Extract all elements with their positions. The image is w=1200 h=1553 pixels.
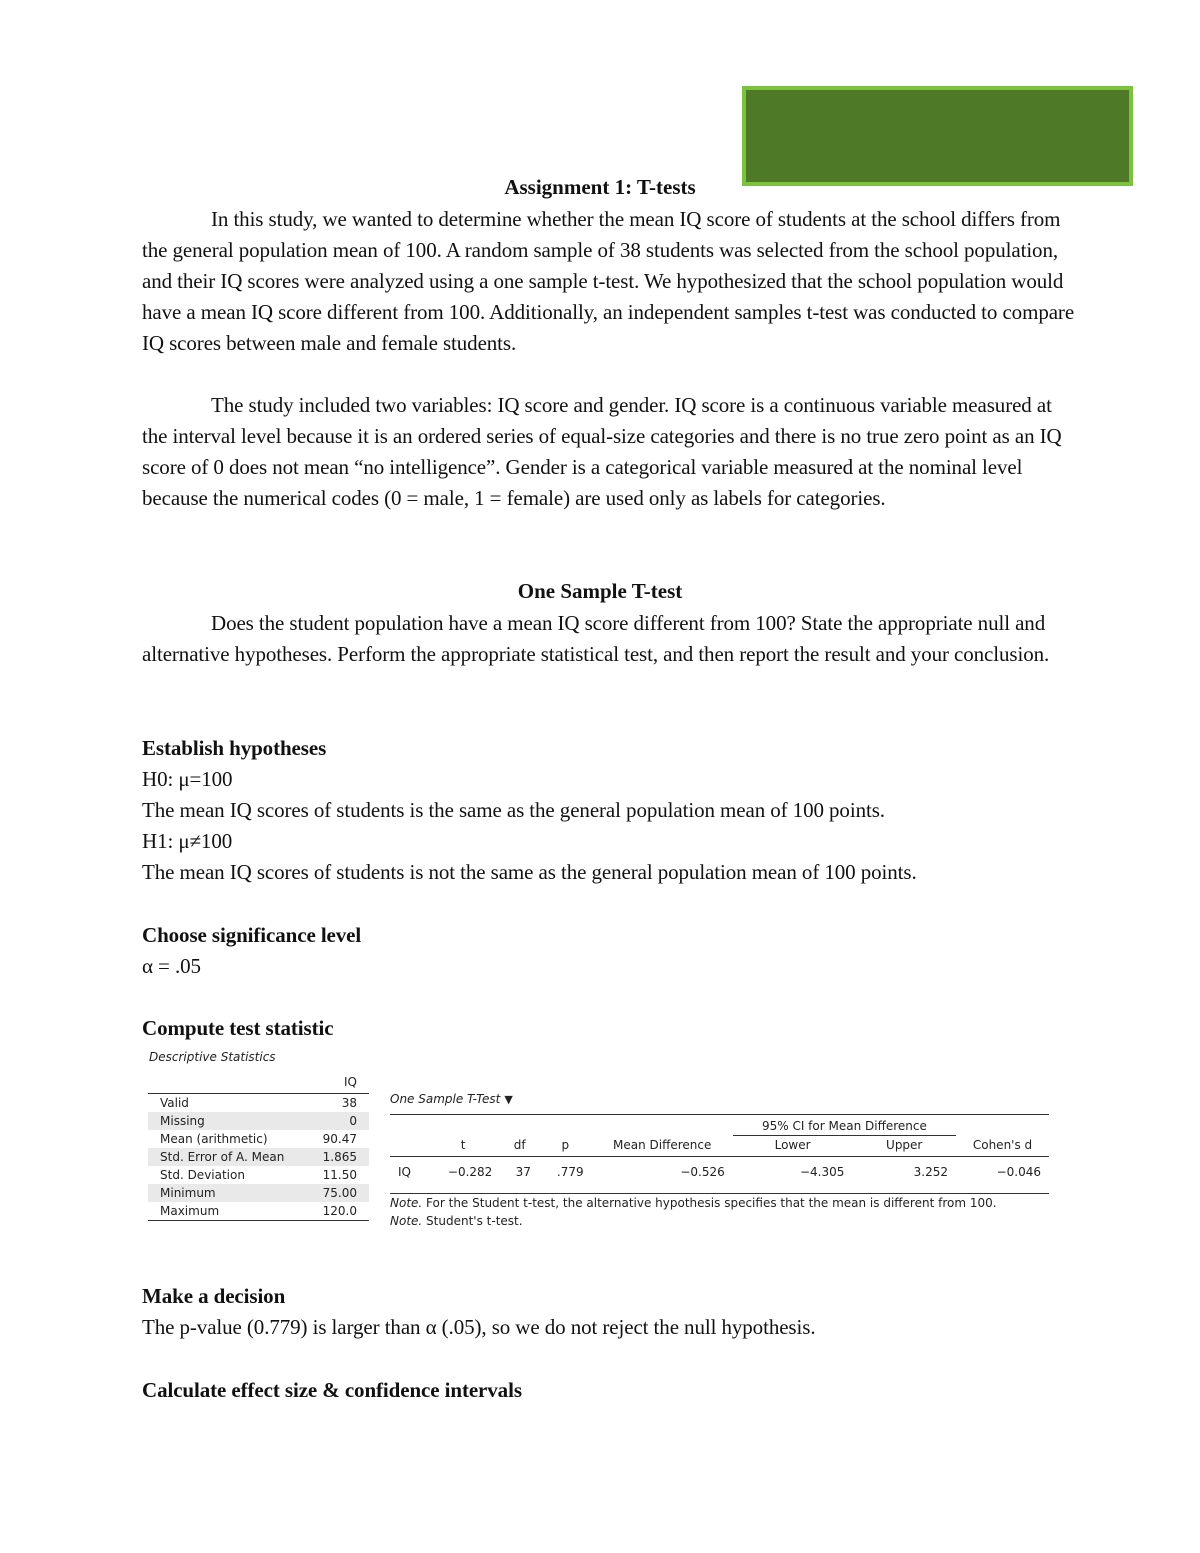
- cell-t: −0.282: [447, 1165, 493, 1179]
- cell-mean-difference: −0.526: [680, 1165, 725, 1179]
- intro-paragraph-1: In this study, we wanted to determine whether the mean IQ score of students at the school differs from the general population mean of 100. A random sample of 38 students was selected from the school population, and their IQ scores were analyzed using a one sample t-test. We hypothesized that the school population would have a mean IQ score different from 100. Additionally, an independent samples t-test was conducted to compare IQ scores between male and female students.: [142, 207, 1075, 355]
- row-value: 1.865: [307, 1148, 369, 1166]
- ci-header: 95% CI for Mean Difference: [733, 1115, 956, 1136]
- row-value: 120.0: [307, 1202, 369, 1221]
- descriptive-stats-table: [148, 1072, 369, 1221]
- table-row: [148, 1184, 369, 1202]
- row-label: Maximum: [148, 1202, 307, 1221]
- row-label: IQ: [398, 1165, 411, 1179]
- row-label: Missing: [148, 1112, 307, 1130]
- h1-text: The mean IQ scores of students is not the same as the general population mean of 100 points.: [142, 860, 917, 884]
- ttest-title: [390, 1092, 513, 1106]
- significance-value: α = .05: [142, 954, 201, 978]
- page-title: Assignment 1: T-tests: [504, 175, 696, 199]
- hypotheses-heading: Establish hypotheses: [142, 736, 327, 760]
- table-row: [148, 1094, 369, 1113]
- header-mean-difference: Mean Difference: [592, 1136, 733, 1157]
- table-row: [148, 1112, 369, 1130]
- note-label: Note.: [390, 1214, 423, 1228]
- header-cohens-d: Cohen's d: [956, 1136, 1049, 1157]
- ttest-note-1: [390, 1193, 1049, 1210]
- header-df: df: [500, 1136, 539, 1157]
- row-label: Std. Error of A. Mean: [148, 1148, 307, 1166]
- compute-heading: Compute test statistic: [142, 1016, 334, 1040]
- decision-heading: Make a decision: [142, 1284, 286, 1308]
- row-label: Minimum: [148, 1184, 307, 1202]
- table-row: [148, 1130, 369, 1148]
- note-text: For the Student t-test, the alternative hypothesis specifies that the mean is different from 100.: [422, 1196, 997, 1210]
- header-lower: Lower: [733, 1136, 853, 1157]
- cell-df: 37: [515, 1165, 531, 1179]
- row-value: 90.47: [322, 1132, 357, 1146]
- h0-line: H0: μ=100: [142, 767, 233, 791]
- question-paragraph: Does the student population have a mean IQ score different from 100? State the appropriate null and alternative hypotheses. Perform the appropriate statistical test, and then report the result and your conclusion.: [142, 611, 1050, 666]
- ttest-table: [390, 1114, 1049, 1181]
- cell-upper: 3.252: [913, 1165, 949, 1179]
- header-p: p: [539, 1136, 592, 1157]
- header-t: t: [426, 1136, 501, 1157]
- row-value: 75.00: [307, 1184, 369, 1202]
- note-label: Note.: [390, 1196, 423, 1210]
- cell-lower: −4.305: [799, 1165, 845, 1179]
- decision-text: The p-value (0.779) is larger than α (.05), so we do not reject the null hypothesis.: [142, 1315, 816, 1339]
- row-value: 38: [341, 1096, 357, 1110]
- significance-heading: Choose significance level: [142, 923, 362, 947]
- descriptive-column-header: IQ: [307, 1072, 369, 1094]
- table-row: [148, 1148, 369, 1166]
- section-title: One Sample T-test: [517, 579, 683, 603]
- h1-line: H1: μ≠100: [142, 829, 233, 853]
- row-label: Mean (arithmetic): [160, 1132, 268, 1146]
- note-text: Student's t-test.: [422, 1214, 523, 1228]
- row-label: Std. Deviation: [160, 1168, 245, 1182]
- row-label: Valid: [160, 1096, 189, 1110]
- table-row: [390, 1157, 1049, 1182]
- effect-heading: Calculate effect size & confidence intervals: [142, 1378, 522, 1402]
- cell-p: .779: [556, 1165, 584, 1179]
- row-value: 11.50: [322, 1168, 357, 1182]
- descriptive-stats-title: Descriptive Statistics: [149, 1050, 276, 1064]
- green-decorative-box: [742, 86, 1133, 186]
- cell-cohens-d: −0.046: [996, 1165, 1041, 1179]
- ttest-note-2: [390, 1214, 523, 1228]
- intro-paragraph-2: The study included two variables: IQ score and gender. IQ score is a continuous variable measured at the interval level because it is an ordered series of equal-size categories and there is no true zero point as an IQ score of 0 does not mean “no intelligence”. Gender is a categorical variable measured at the nominal level because the numerical codes (0 = male, 1 = female) are used only as labels for categories.: [142, 393, 1062, 510]
- table-row: [148, 1202, 369, 1221]
- h0-text: The mean IQ scores of students is the same as the general population mean of 100 points.: [142, 798, 885, 822]
- ttest-title-text: One Sample T-Test: [390, 1092, 501, 1106]
- dropdown-arrow-icon: ▼: [504, 1093, 513, 1106]
- table-row: [148, 1166, 369, 1184]
- header-upper: Upper: [852, 1136, 956, 1157]
- row-value: 0: [307, 1112, 369, 1130]
